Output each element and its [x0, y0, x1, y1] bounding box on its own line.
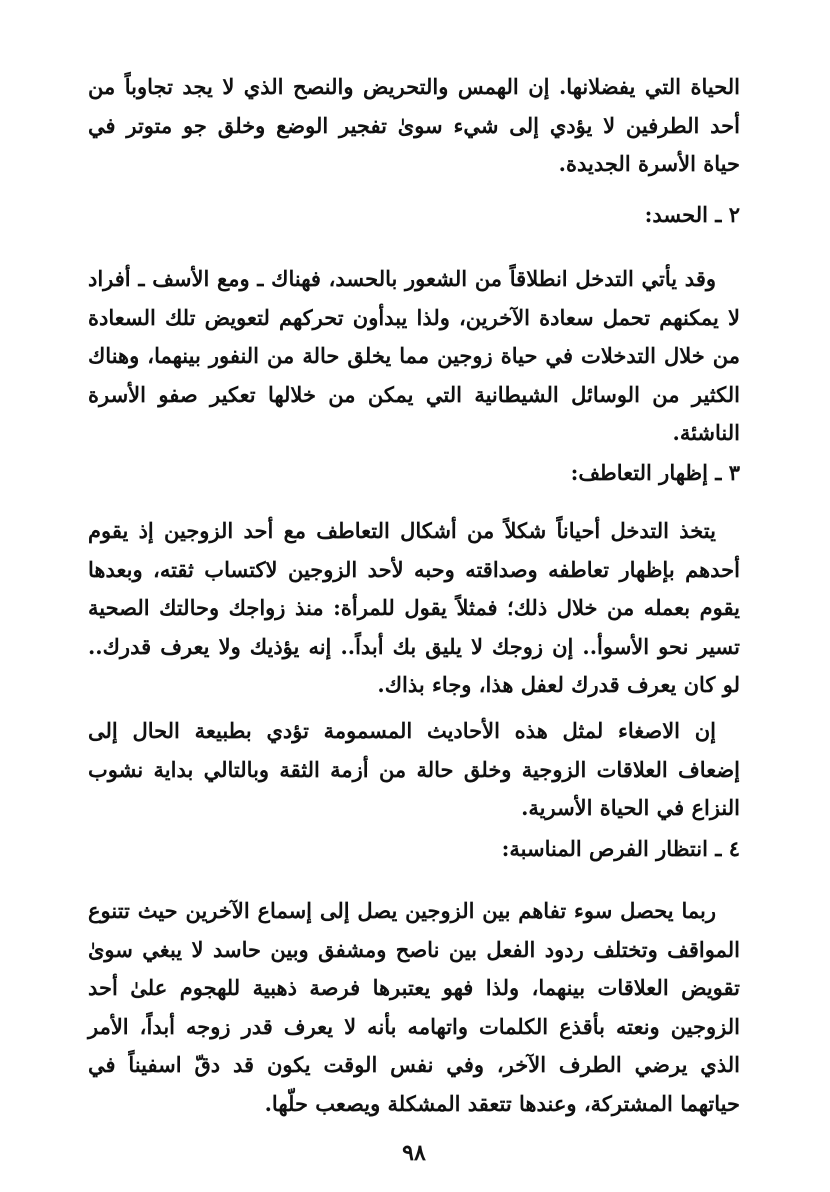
paragraph-1: الحياة التي يفضلانها. إن الهمس والتحريض والنصح الذي لا يجد تجاوباً من أحد الطرفين لا يؤدي إلى شيء سوىٰ تفجير الوضع وخلق جو متوتر في حياة الأسرة الجديدة.: [88, 74, 740, 176]
page-number: ٩٨: [402, 1140, 426, 1166]
section-heading-opportunities: ٤ ـ انتظار الفرص المناسبة:: [501, 836, 740, 861]
paragraph-3: يتخذ التدخل أحياناً شكلاً من أشكال التعاطف مع أحد الزوجين إذ يقوم أحدهم بإظهار تعاطفه وصداقته وحبه لأحد الزوجين لاكتساب ثقته، وبعدها يقوم بعمله من خلال ذلك؛ فمثلاً يقول للمرأة: منذ زواجك وحالتك الصحية تسير نحو الأسوأ.. إن زوجك لا يليق بك أبداً.. إنه يؤذيك ولا يعرف قدرك.. لو كان يعرف قدرك لعفل هذا، وجاء بذاك.: [88, 518, 740, 697]
book-page: [88, 62, 740, 1172]
paragraph-2: وقد يأتي التدخل انطلاقاً من الشعور بالحسد، فهناك ـ ومع الأسف ـ أفراد لا يمكنهم تحمل سعادة الآخرين، ولذا يبدأون تحركهم لتعويض تلك السعادة من خلال التدخلات في حياة زوجين مما يخلق حالة من النفور بينهما، وهناك الكثير من الوسائل الشيطانية التي يمكن من خلالها تعكير صفو الأسرة الناشئة.: [88, 266, 740, 445]
section-heading-sympathy: ٣ ـ إظهار التعاطف:: [570, 460, 740, 485]
section-heading-envy: ٢ ـ الحسد:: [644, 202, 740, 227]
paragraph-5: ربما يحصل سوء تفاهم بين الزوجين يصل إلى إسماع الآخرين حيث تتنوع المواقف وتختلف ردود الفعل بين ناصح ومشفق وبين حاسد لا يبغي سوىٰ تقويض العلاقات بينهما، ولذا فهو يعتبرها فرصة ذهبية للهجوم علىٰ أحد الزوجين ونعته بأقذع الكلمات واتهامه بأنه لا يعرف قدر زوجه أبداً، الأمر الذي يرضي الطرف الآخر، وفي نفس الوقت يكون قد دقّ اسفيناً في حياتهما المشتركة، وعندها تتعقد المشكلة ويصعب حلّها.: [88, 898, 740, 1116]
paragraph-4: إن الاصغاء لمثل هذه الأحاديث المسمومة تؤدي بطبيعة الحال إلى إضعاف العلاقات الزوجية وخلق حالة من أزمة الثقة وبالتالي بداية نشوب النزاع في الحياة الأسرية.: [88, 718, 740, 820]
